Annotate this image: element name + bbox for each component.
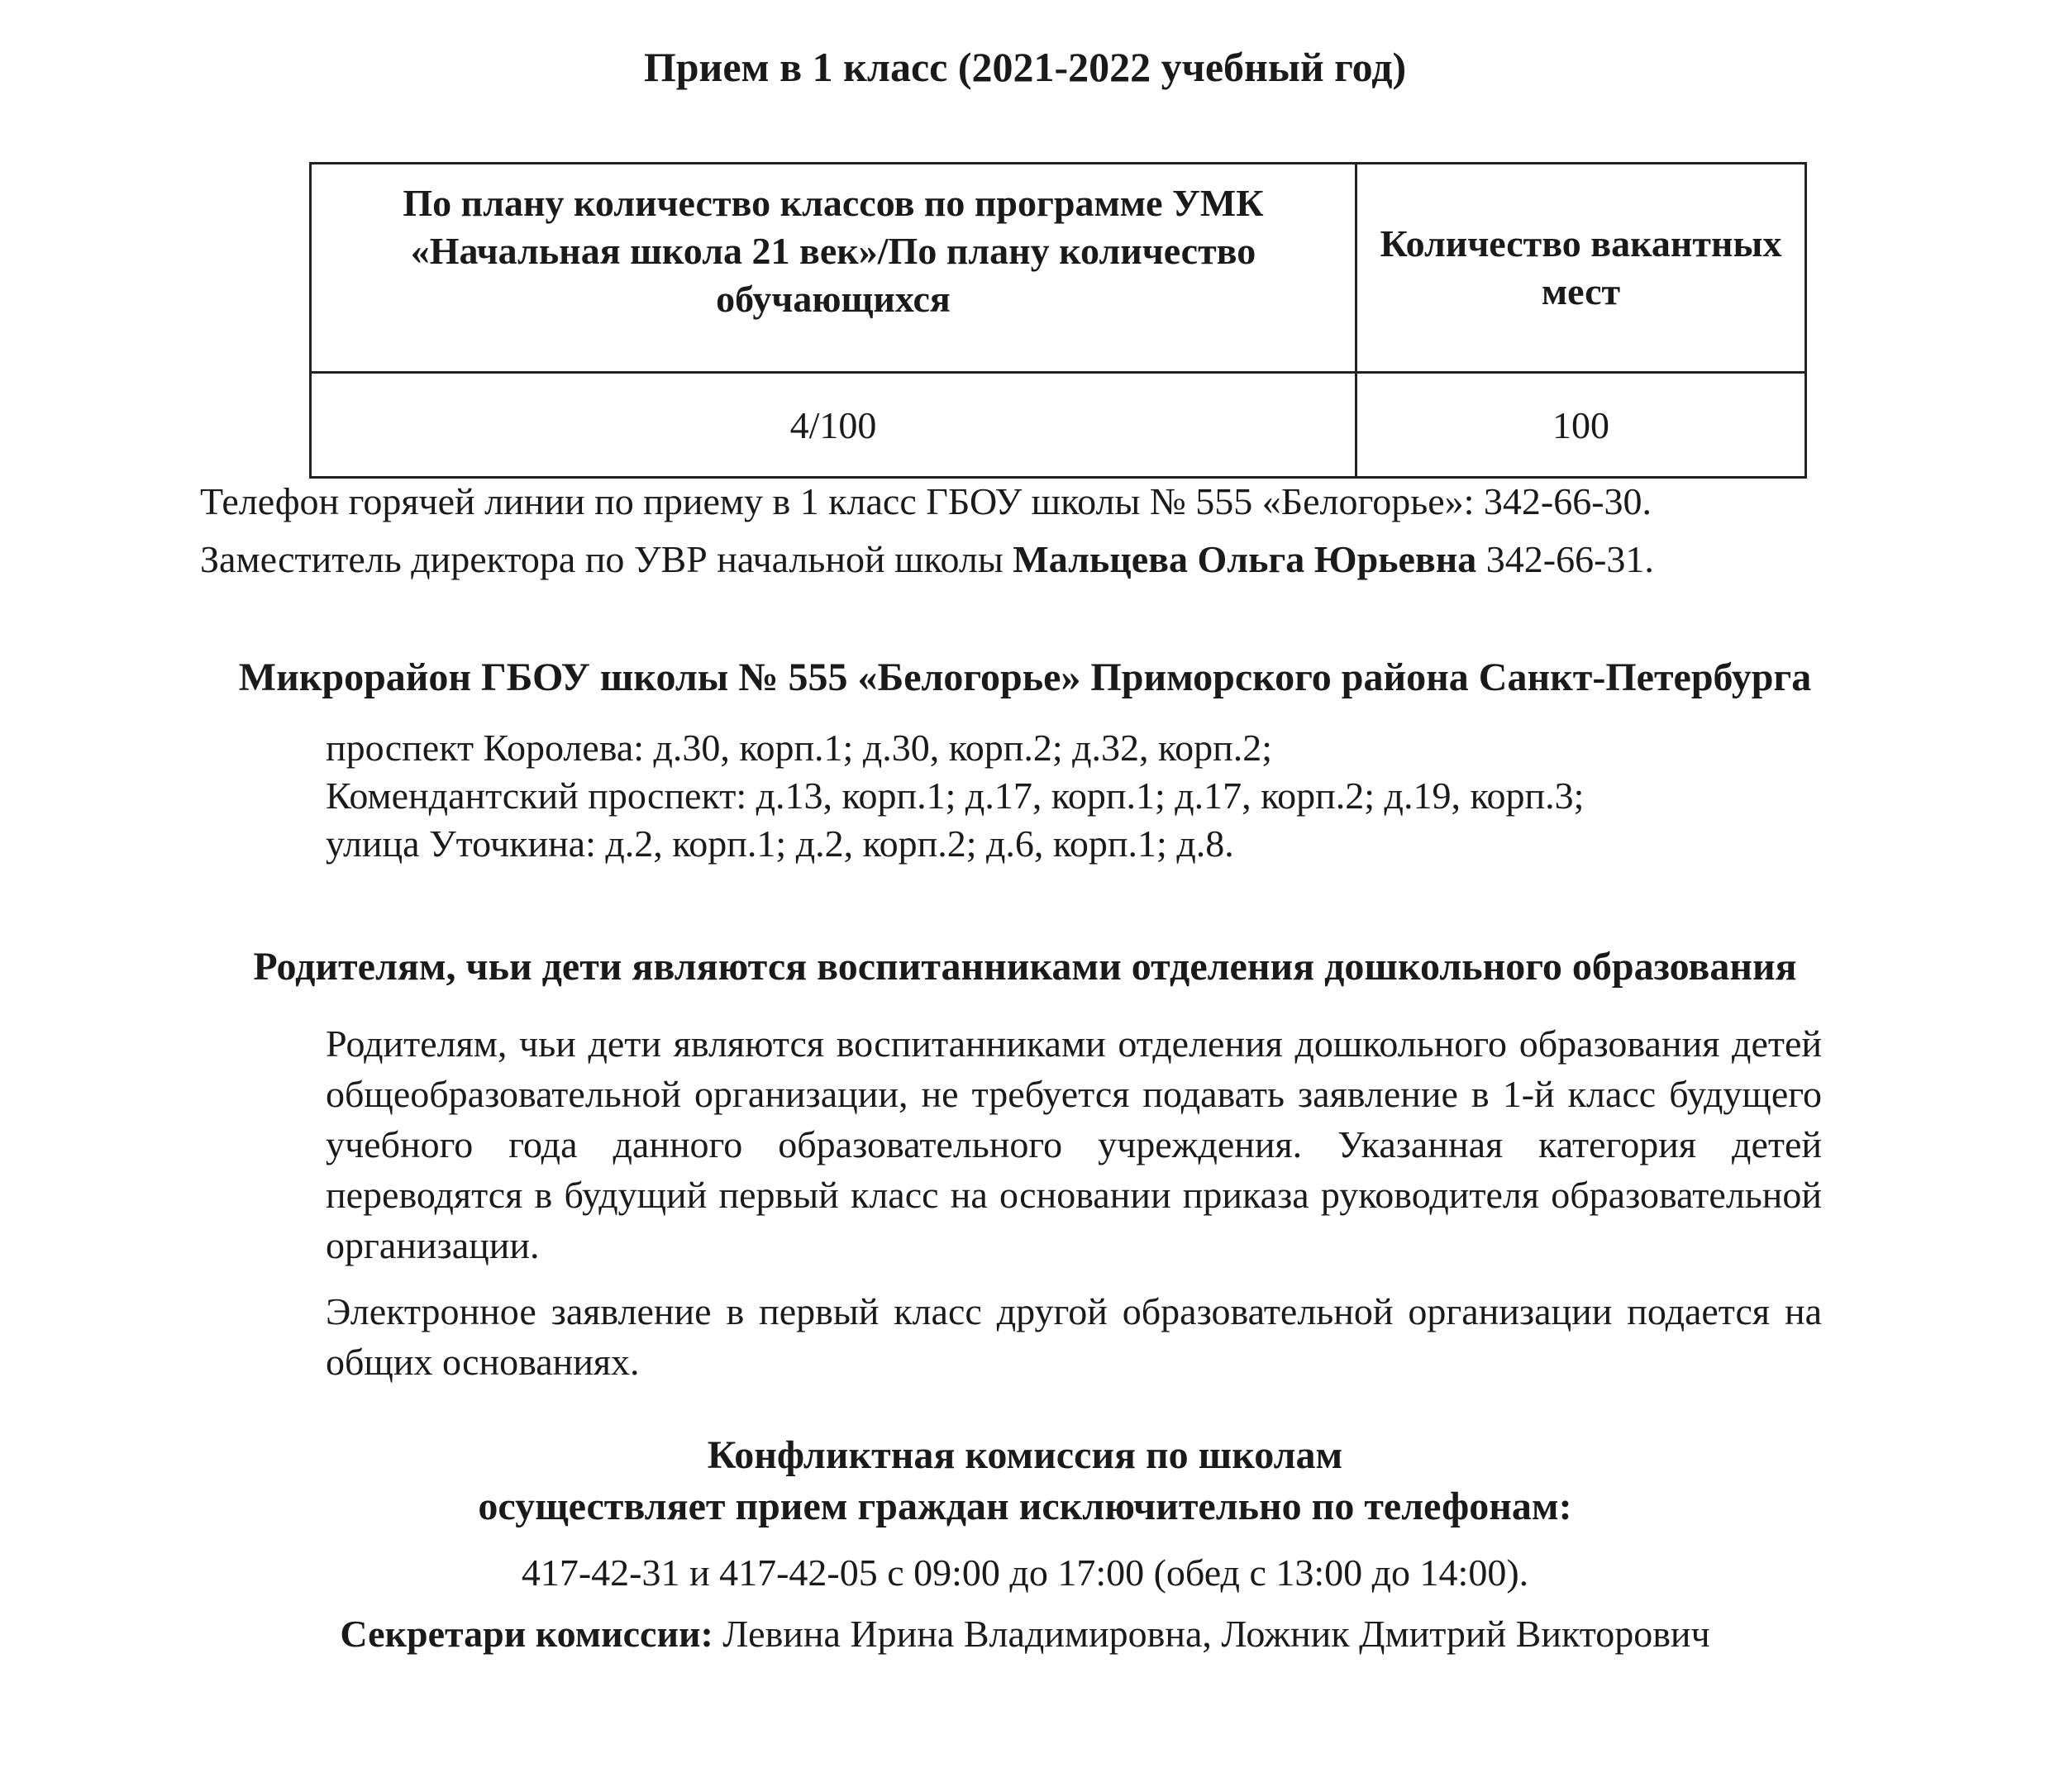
address-line: проспект Королева: д.30, корп.1; д.30, корп.2; д.32, корп.2; <box>326 727 1272 769</box>
page-title: Прием в 1 класс (2021-2022 учебный год) <box>643 44 1407 90</box>
secretaries-label: Секретари комиссии: <box>340 1613 713 1655</box>
commission-phones: 417-42-31 и 417-42-05 с 09:00 до 17:00 (обед с 13:00 до 14:00). <box>521 1551 1529 1594</box>
commission-title-line-1: Конфликтная комиссия по школам <box>707 1433 1343 1477</box>
address-line: улица Уточкина: д.2, корп.1; д.2, корп.2; д.6, корп.1; д.8. <box>326 822 1234 865</box>
table-row <box>311 373 1806 478</box>
deputy-name: Мальцева Ольга Юрьевна <box>1013 538 1477 580</box>
commission-title <box>0 1430 2050 1532</box>
hotline-text: Телефон горячей линии по приему в 1 класс ГБОУ школы № 555 «Белогорье»: 342-66-30. <box>200 480 1652 522</box>
secretaries-names: Левина Ирина Владимировна, Ложник Дмитрий Викторович <box>722 1613 1710 1655</box>
address-line: Комендантский проспект: д.13, корп.1; д.17, корп.1; д.17, корп.2; д.19, корп.3; <box>326 774 1585 817</box>
deputy-prefix: Заместитель директора по УВР начальной школы <box>200 538 1004 580</box>
commission-secretaries <box>0 1610 2050 1658</box>
parents-paragraph-1: Родителям, чьи дети являются воспитанниками отделения дошкольного образования детей общеобразовательной организации, не требуется подавать заявление в 1-й класс будущего учебного года данного образовательного учреждения. Указанная категория детей переводятся в будущий первый класс на основании приказа руководителя образовательной организации. <box>326 1022 1822 1266</box>
deputy-phone: 342-66-31. <box>1485 538 1654 580</box>
deputy-line <box>200 536 1654 584</box>
address-list <box>326 724 1584 868</box>
header-classes-plan: По плану количество классов по программе УМК «Начальная школа 21 век»/По плану количество обучающихся <box>311 164 1356 373</box>
admission-table <box>309 162 1807 479</box>
parents-title: Родителям, чьи дети являются воспитанниками отделения дошкольного образования <box>253 945 1797 989</box>
table-header-row <box>311 164 1806 373</box>
parents-paragraph-2: Электронное заявление в первый класс другой образовательной организации подается на общих основаниях. <box>326 1290 1822 1383</box>
cell-vacant-places: 100 <box>1356 373 1806 478</box>
cell-classes-plan: 4/100 <box>311 373 1356 478</box>
microdistrict-title: Микрорайон ГБОУ школы № 555 «Белогорье» Приморского района Санкт-Петербурга <box>238 655 1812 699</box>
header-vacant-places: Количество вакантных мест <box>1356 164 1806 373</box>
commission-title-line-2: осуществляет прием граждан исключительно по телефонам: <box>478 1485 1572 1528</box>
